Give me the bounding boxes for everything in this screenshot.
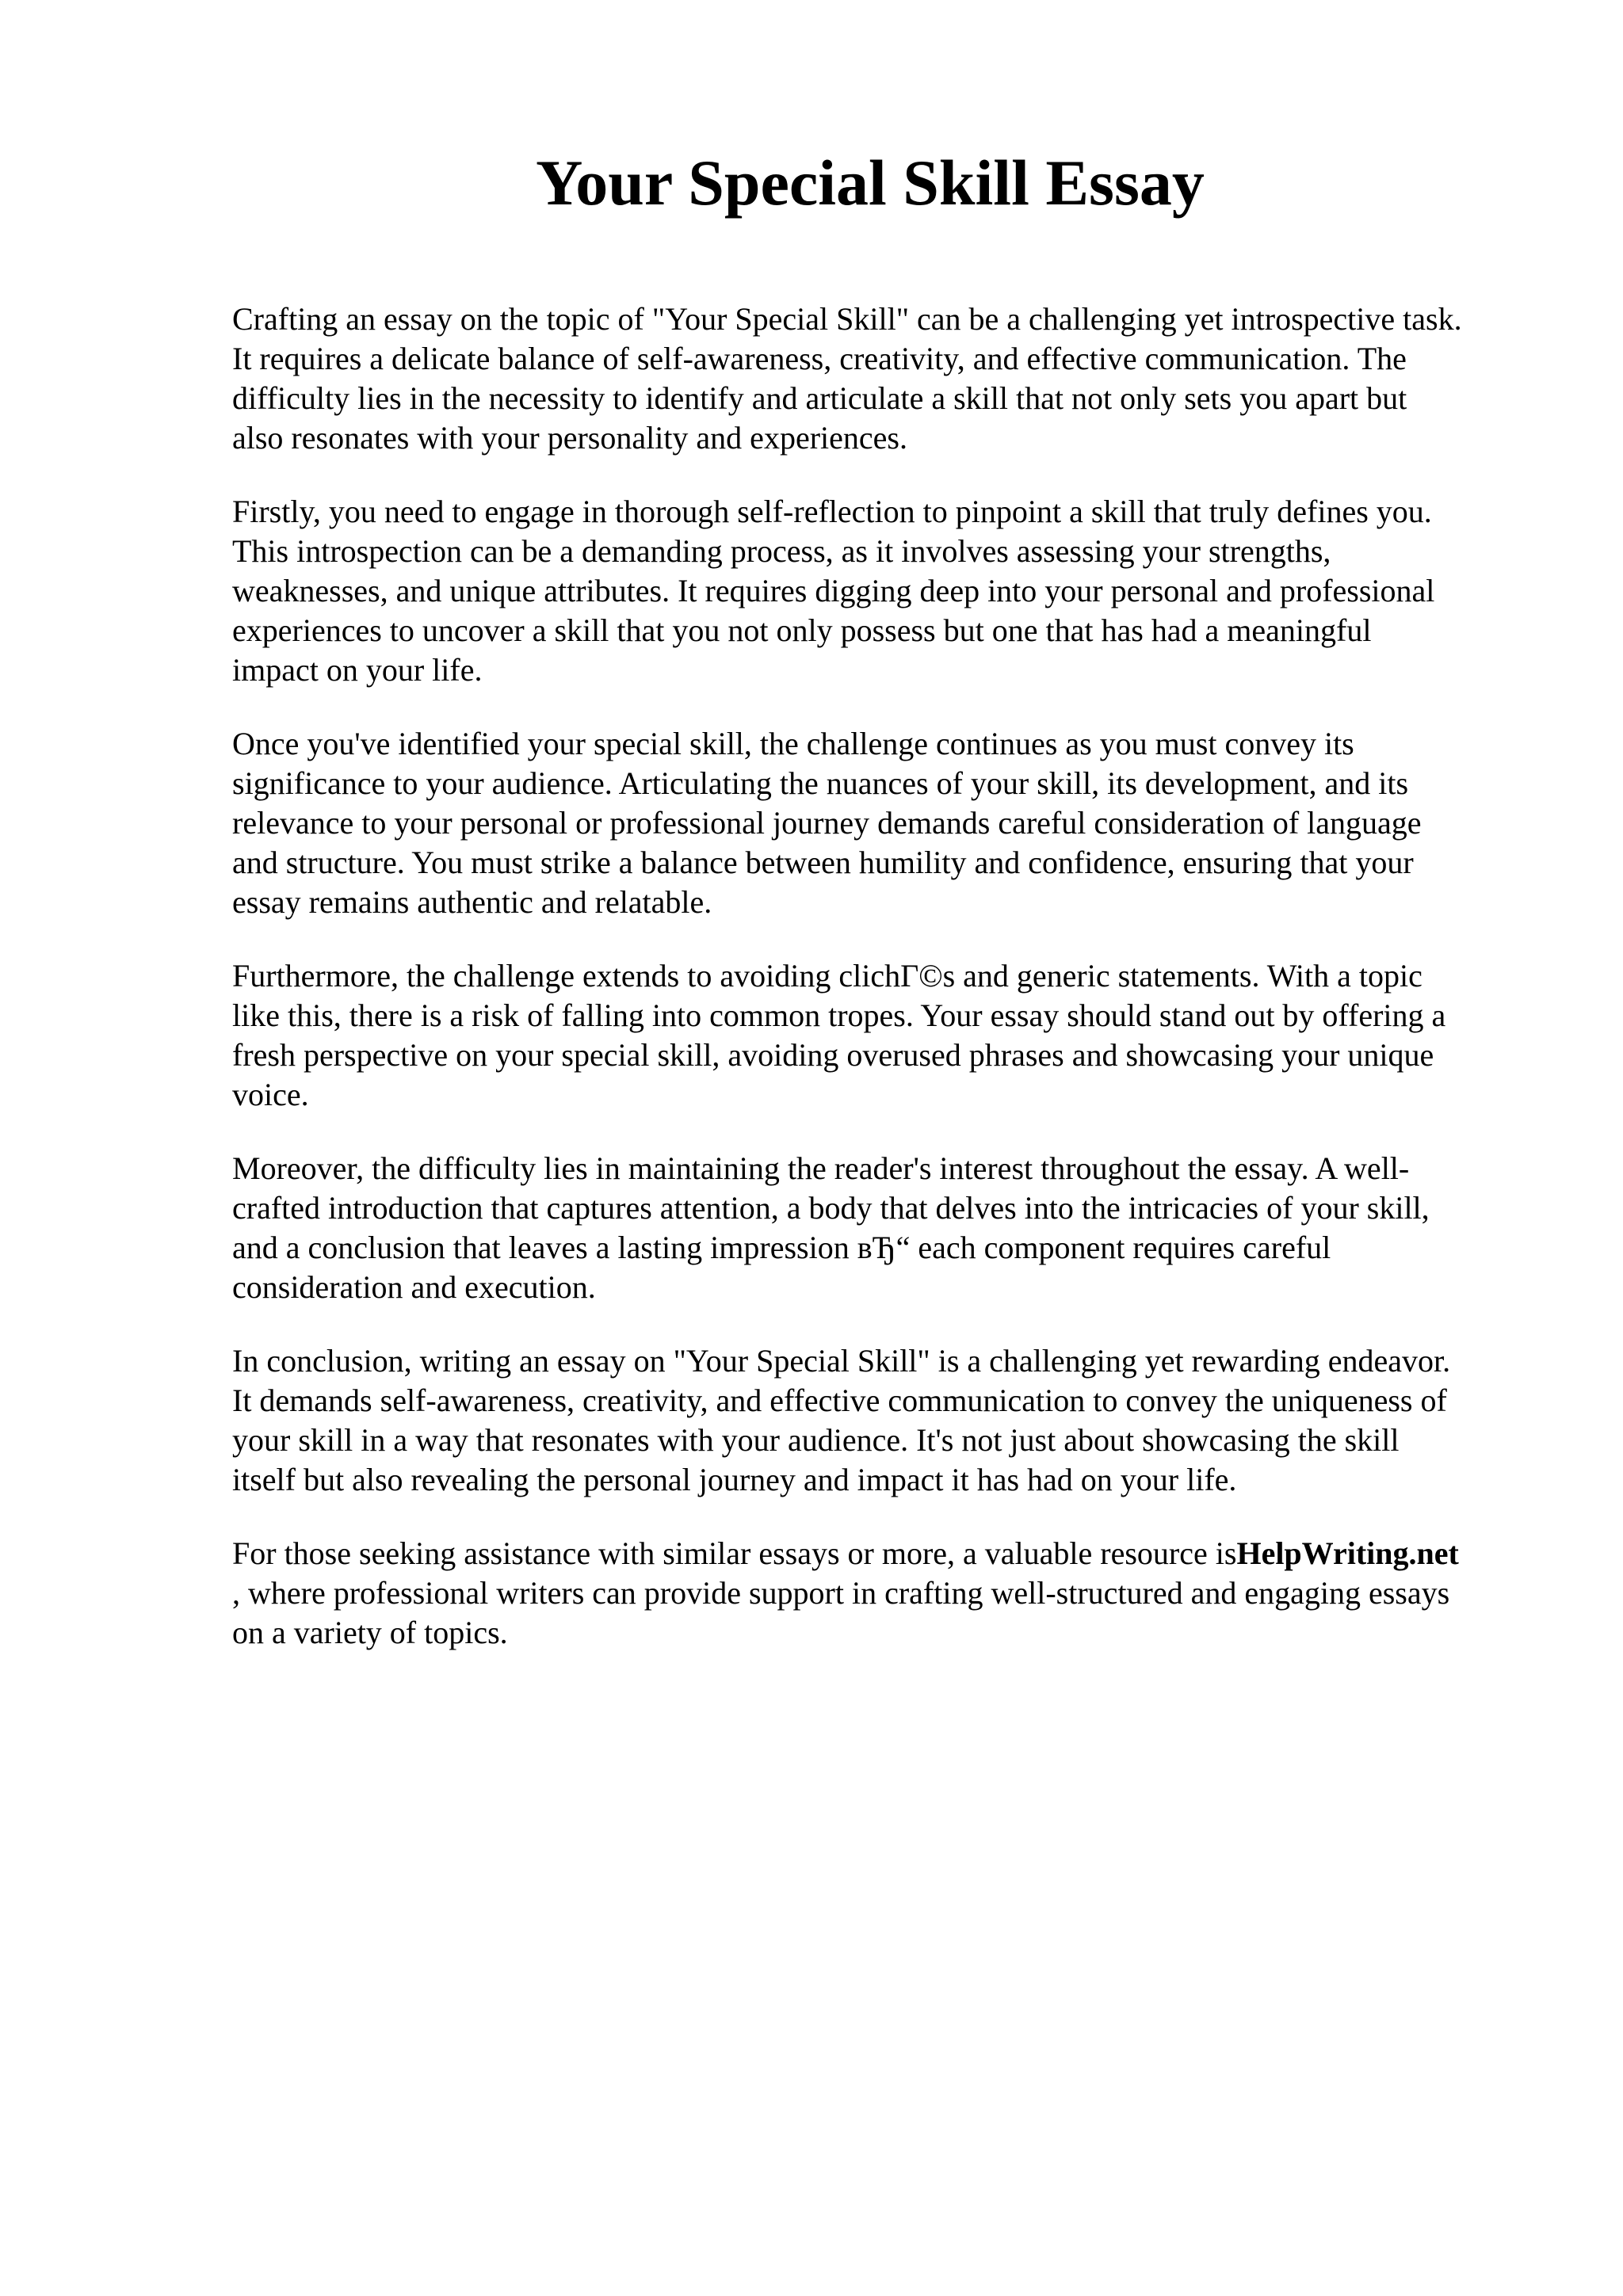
text-line: also resonates with your personality and experiences. bbox=[232, 420, 907, 456]
text-line: It demands self-awareness, creativity, and effective communication to convey the uniqueness of bbox=[232, 1383, 1447, 1418]
text-line: crafted introduction that captures attention, a body that delves into the intricacies of your skill, bbox=[232, 1190, 1430, 1226]
text-line: and a conclusion that leaves a lasting impression вЂ“ each component requires careful bbox=[232, 1230, 1331, 1265]
text-line: like this, there is a risk of falling into common tropes. Your essay should stand out by offering a bbox=[232, 997, 1446, 1033]
paragraph-conclusion bbox=[232, 1341, 1516, 1500]
text-line: your skill in a way that resonates with your audience. It's not just about showcasing the skill bbox=[232, 1422, 1400, 1458]
text-line: Once you've identified your special skill, the challenge continues as you must convey its bbox=[232, 726, 1354, 761]
text-line: on a variety of topics. bbox=[232, 1615, 508, 1650]
paragraph-intro bbox=[232, 299, 1516, 458]
paragraph-self-reflection bbox=[232, 492, 1516, 690]
text-line: weaknesses, and unique attributes. It requires digging deep into your personal and professional bbox=[232, 573, 1435, 608]
text-line: This introspection can be a demanding process, as it involves assessing your strengths, bbox=[232, 533, 1331, 569]
text-line: difficulty lies in the necessity to identify and articulate a skill that not only sets you apart but bbox=[232, 380, 1407, 416]
resource-lead-text: For those seeking assistance with similar essays or more, a valuable resource is bbox=[232, 1535, 1237, 1571]
paragraph-resource bbox=[232, 1534, 1516, 1653]
text-line: It requires a delicate balance of self-awareness, creativity, and effective communication. The bbox=[232, 341, 1407, 376]
text-line: Firstly, you need to engage in thorough self-reflection to pinpoint a skill that truly defines you. bbox=[232, 494, 1432, 529]
paragraph-convey-significance bbox=[232, 724, 1516, 922]
text-line: and structure. You must strike a balance between humility and confidence, ensuring that your bbox=[232, 845, 1414, 880]
text-line: , where professional writers can provide support in crafting well-structured and engaging essays bbox=[232, 1575, 1450, 1611]
text-line: fresh perspective on your special skill, avoiding overused phrases and showcasing your unique bbox=[232, 1037, 1434, 1073]
text-line: impact on your life. bbox=[232, 652, 483, 688]
text-line: voice. bbox=[232, 1077, 309, 1112]
text-line: In conclusion, writing an essay on "Your Special Skill" is a challenging yet rewarding endeavor. bbox=[232, 1343, 1451, 1379]
text-line: Furthermore, the challenge extends to avoiding clichГ©s and generic statements. With a topic bbox=[232, 958, 1423, 994]
text-line: essay remains authentic and relatable. bbox=[232, 884, 712, 920]
text-line: experiences to uncover a skill that you not only possess but one that has had a meaningful bbox=[232, 612, 1372, 648]
page-title: Your Special Skill Essay bbox=[536, 147, 1205, 219]
text-line: significance to your audience. Articulating the nuances of your skill, its development, and its bbox=[232, 765, 1409, 801]
text-line: Moreover, the difficulty lies in maintaining the reader's interest throughout the essay. A well- bbox=[232, 1150, 1410, 1186]
text-line: itself but also revealing the personal journey and impact it has had on your life. bbox=[232, 1462, 1237, 1497]
text-line: Crafting an essay on the topic of "Your Special Skill" can be a challenging yet introspective task. bbox=[232, 301, 1462, 337]
essay-body bbox=[232, 299, 1516, 1687]
paragraph-reader-interest bbox=[232, 1149, 1516, 1307]
helpwriting-brand: HelpWriting.net bbox=[1236, 1535, 1459, 1571]
text-line bbox=[232, 1534, 1516, 1573]
text-line: relevance to your personal or professional journey demands careful consideration of language bbox=[232, 805, 1422, 841]
paragraph-avoid-cliches bbox=[232, 956, 1516, 1115]
text-line: consideration and execution. bbox=[232, 1269, 596, 1305]
